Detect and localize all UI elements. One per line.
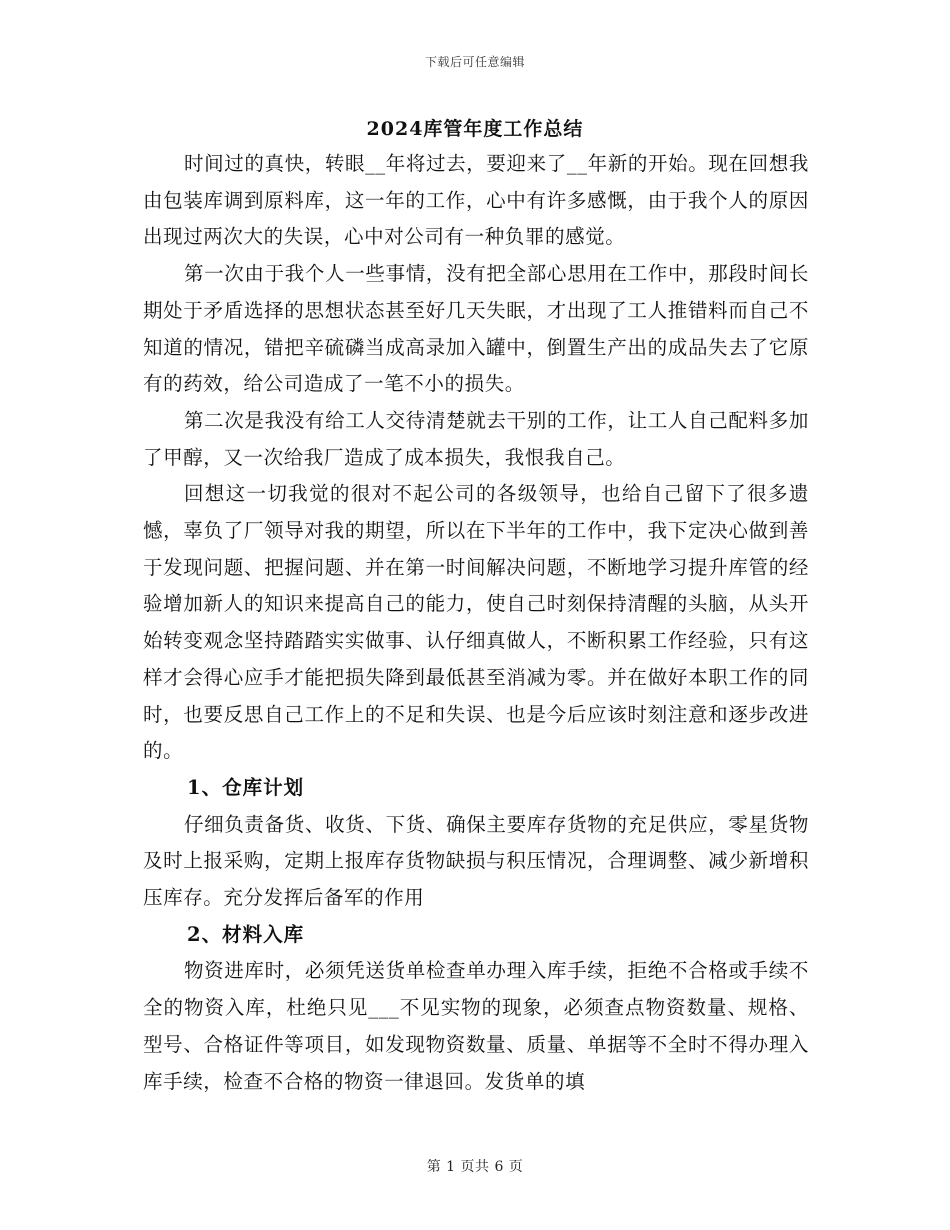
section-heading-material-inbound: 2、材料入库 — [187, 922, 305, 946]
header-note: 下载后可任意编辑 — [424, 55, 525, 69]
section-text-warehouse-plan: 仔细负责备货、收货、下货、确保主要库存货物的充足供应，零星货物及时上报采购，定期上报库存货物缺损与积压情况，合理调整、减少新增积压库存。充分发挥后备军的作用 — [143, 812, 809, 910]
paragraph-reflection: 回想这一切我觉的很对不起公司的各级领导，也给自己留下了很多遗憾，辜负了厂领导对我的期望，所以在下半年的工作中，我下定决心做到善于发现问题、把握问题、并在第一时间解决问题，不断地学习提升库管的经验增加新人的知识来提高自己的能力，使自己时刻保持清醒的头脑，从头开始转变观念坚持踏踏实实做事、认仔细真做人，不断积累工作经验，只有这样才会得心应手才能把损失降到最低甚至消减为零。并在做好本职工作的同时，也要反思自己工作上的不足和失误、也是今后应该时刻注意和逐步改进的。 — [143, 482, 809, 763]
section-heading-warehouse-plan: 1、仓库计划 — [187, 775, 305, 799]
document-body — [143, 146, 809, 1100]
section-text-material-inbound: 物资进库时，必须凭送货单检查单办理入库手续，拒绝不合格或手续不全的物资入库，杜绝只见___不见实物的现象，必须查点物资数量、规格、型号、合格证件等项目，如发现物资数量、质量、单据等不全时不得办理入库手续，检查不合格的物资一律退回。发货单的填 — [143, 959, 809, 1093]
paragraph-intro: 时间过的真快，转眼__年将过去，要迎来了__年新的开始。现在回想我由包装库调到原料库，这一年的工作，心中有许多感慨，由于我个人的原因出现过两次大的失误，心中对公司有一种负罪的感觉。 — [143, 152, 809, 249]
paragraph-first-mistake: 第一次由于我个人一些事情，没有把全部心思用在工作中，那段时间长期处于矛盾选择的思想状态甚至好几天失眠，才出现了工人推错料而自己不知道的情况，错把辛硫磷当成高录加入罐中，倒置生产出的成品失去了它原有的药效，给公司造成了一笔不小的损失。 — [143, 262, 809, 396]
paragraph-second-mistake: 第二次是我没有给工人交待清楚就去干别的工作，让工人自己配料多加了甲醇，又一次给我厂造成了成本损失，我恨我自己。 — [143, 408, 809, 469]
page-number: 第 1 页共 6 页 — [426, 1159, 524, 1175]
document-title: 2024库管年度工作总结 — [366, 118, 584, 140]
